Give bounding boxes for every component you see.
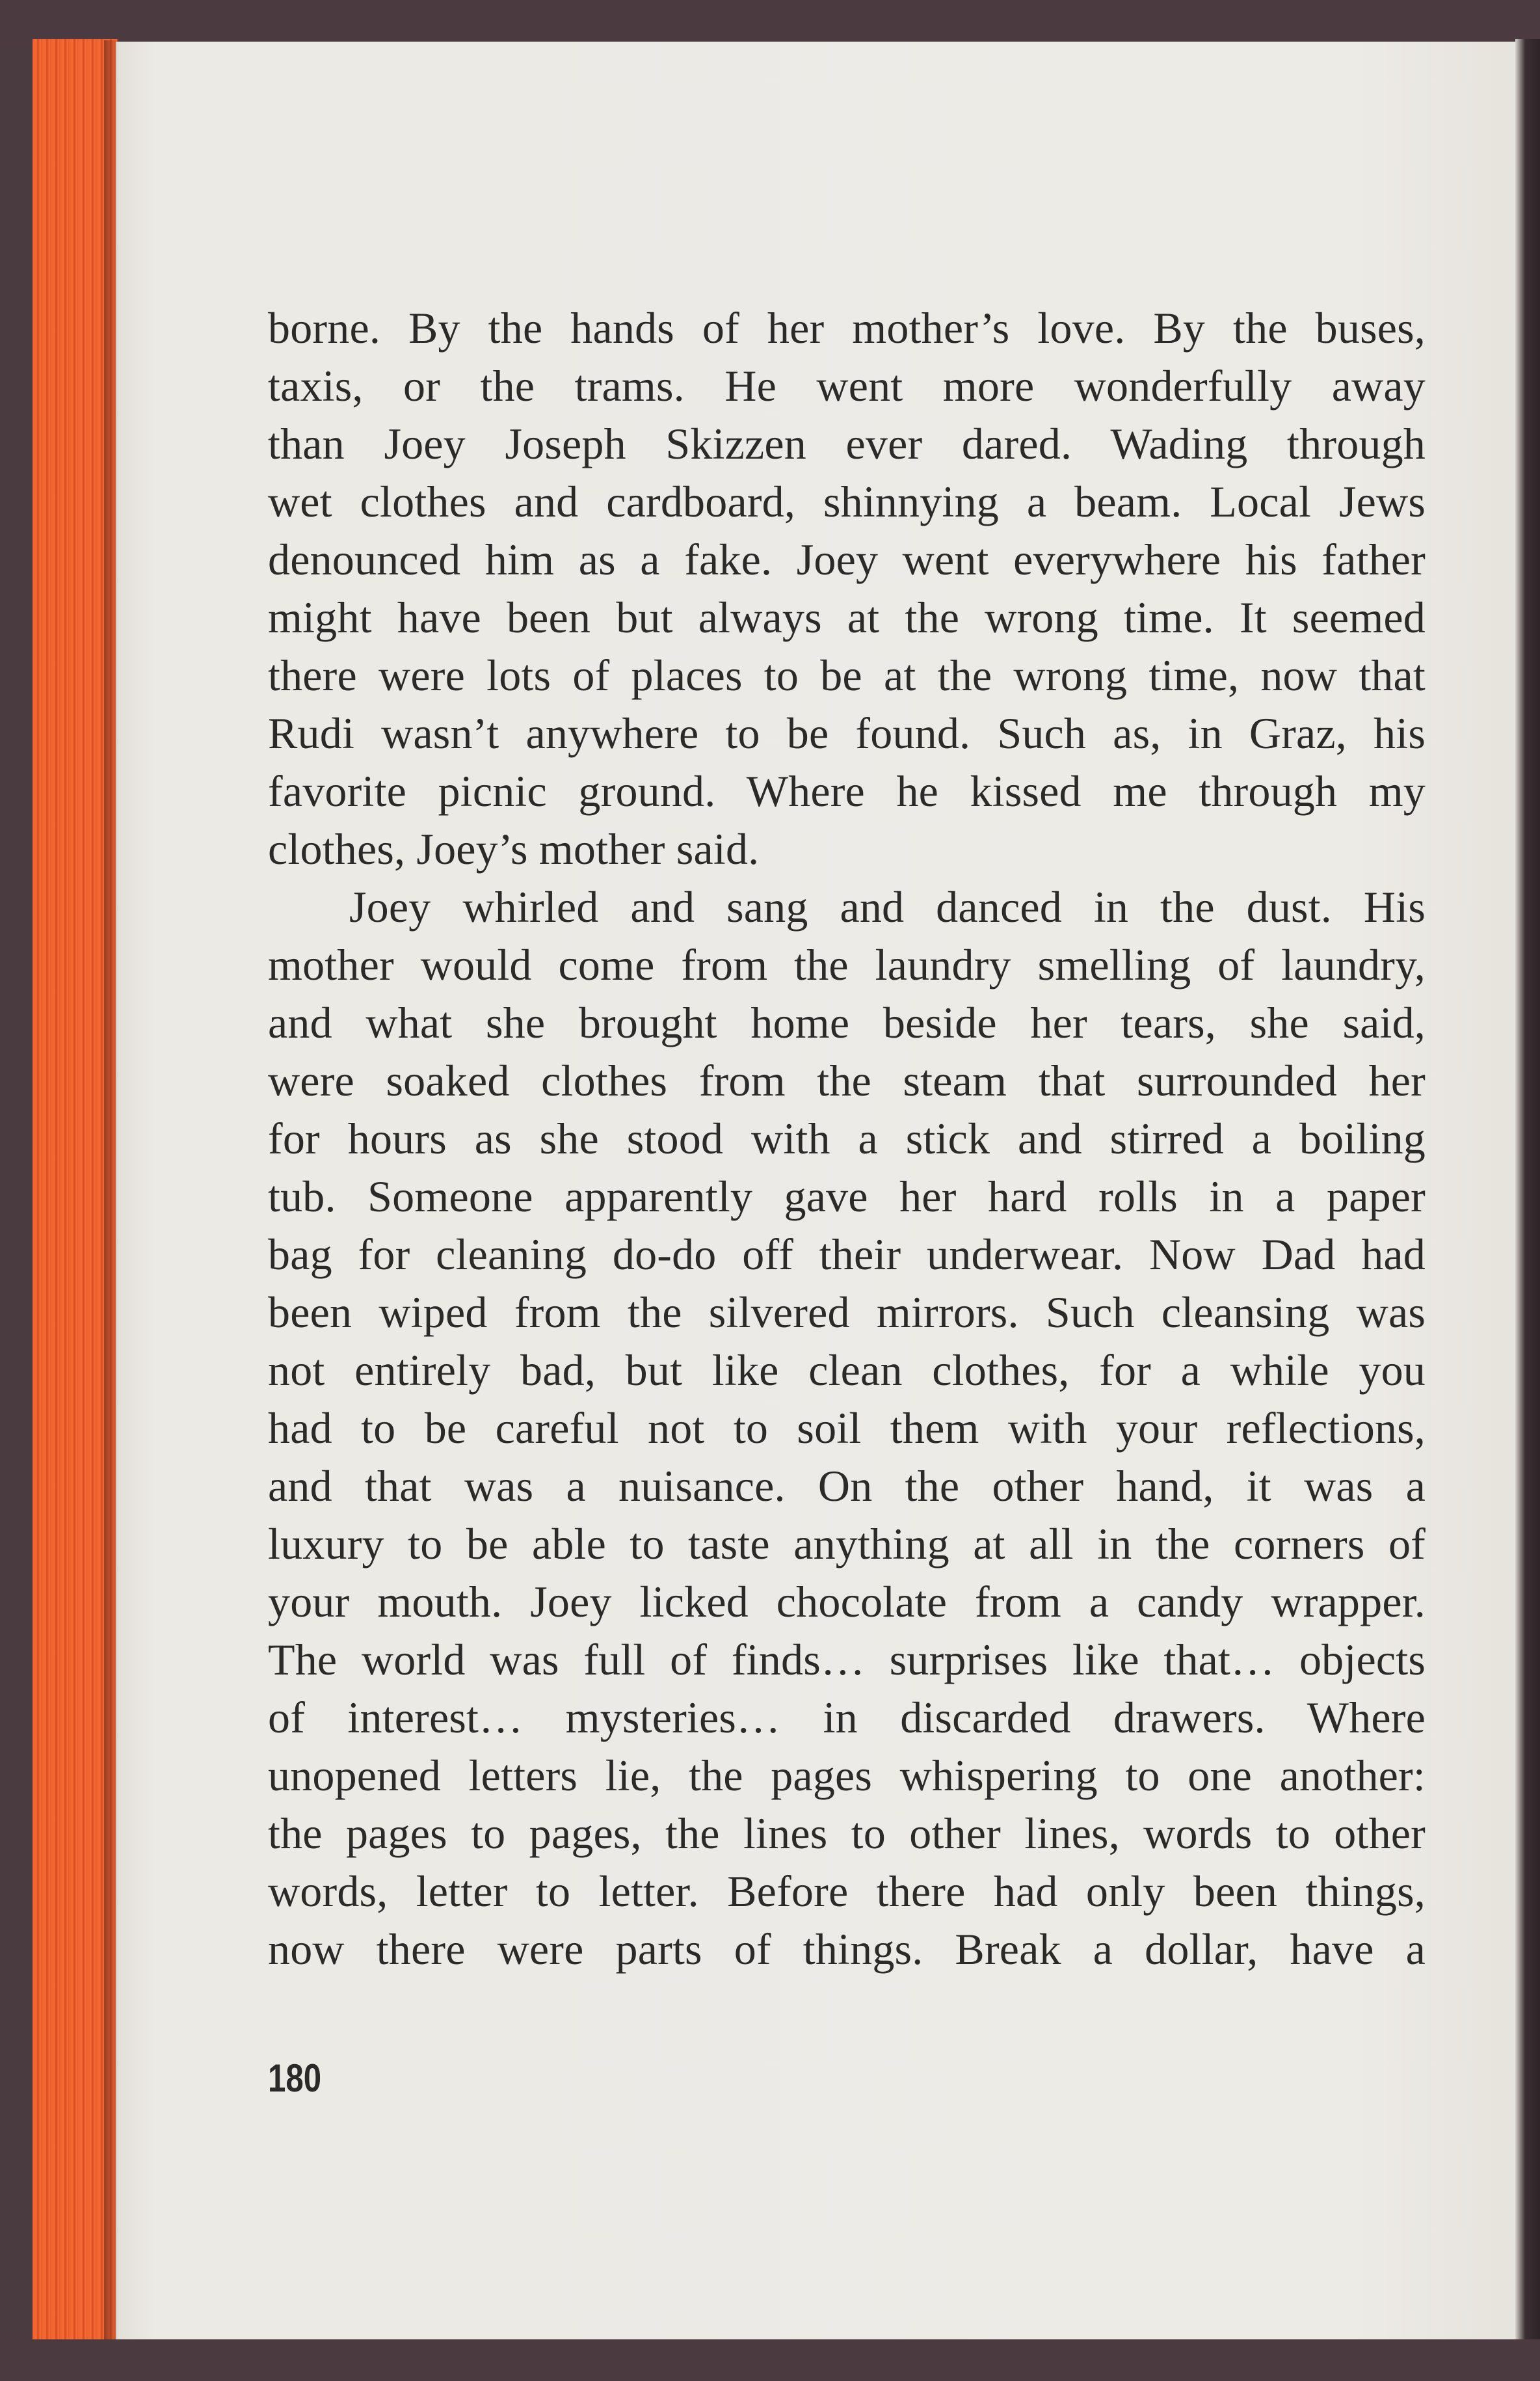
text-line: clothes, Joey’s mother said. [268, 824, 760, 874]
page-number: 180 [268, 2056, 322, 2100]
body-text [268, 299, 1426, 1978]
text-line: your mouth. Joey licked chocolate from a candy wrapper. [268, 1577, 1426, 1626]
text-line: denounced him as a fake. Joey went everywhere his father [268, 535, 1426, 584]
text-line: tub. Someone apparently gave her hard rolls in a paper [268, 1172, 1426, 1221]
backdrop-bottom [0, 2339, 1540, 2381]
binding-gutter [1515, 39, 1540, 2342]
text-line: wet clothes and cardboard, shinnying a beam. Local Jews [268, 477, 1426, 526]
backdrop-top [0, 0, 1540, 46]
text-line: unopened letters lie, the pages whispering to one another: [268, 1751, 1426, 1800]
text-line: been wiped from the silvered mirrors. Such cleansing was [268, 1287, 1426, 1337]
text-line: mother would come from the laundry smelling of laundry, [268, 940, 1426, 989]
text-line: favorite picnic ground. Where he kissed me through my [268, 766, 1426, 816]
text-line: might have been but always at the wrong time. It seemed [268, 593, 1426, 642]
text-line: and that was a nuisance. On the other hand, it was a [268, 1461, 1426, 1511]
text-line: taxis, or the trams. He went more wonderfully away [268, 361, 1426, 410]
text-line: bag for cleaning do-do off their underwear. Now Dad had [268, 1230, 1426, 1279]
text-line: had to be careful not to soil them with your reflections, [268, 1403, 1426, 1453]
page-edge-shadow [104, 40, 118, 2341]
text-line: there were lots of places to be at the wrong time, now that [268, 651, 1426, 700]
text-line: than Joey Joseph Skizzen ever dared. Wading through [268, 419, 1426, 468]
text-line: luxury to be able to taste anything at all in the corners of [268, 1519, 1426, 1568]
text-line: the pages to pages, the lines to other lines, words to other [268, 1809, 1426, 1858]
text-line: and what she brought home beside her tears, she said, [268, 998, 1426, 1047]
text-line: The world was full of finds… surprises like that… objects [268, 1635, 1426, 1684]
text-line: Rudi wasn’t anywhere to be found. Such as, in Graz, his [268, 708, 1426, 758]
text-line: not entirely bad, but like clean clothes, for a while you [268, 1345, 1426, 1395]
text-line: Joey whirled and sang and danced in the dust. His [349, 882, 1426, 932]
text-line: of interest… mysteries… in discarded drawers. Where [268, 1693, 1426, 1742]
text-line: for hours as she stood with a stick and stirred a boiling [268, 1114, 1426, 1163]
text-line: borne. By the hands of her mother’s love. By the buses, [268, 303, 1426, 353]
text-line: now there were parts of things. Break a dollar, have a [268, 1924, 1426, 1974]
text-line: were soaked clothes from the steam that surrounded her [268, 1056, 1426, 1105]
text-line: words, letter to letter. Before there had only been things, [268, 1866, 1426, 1916]
